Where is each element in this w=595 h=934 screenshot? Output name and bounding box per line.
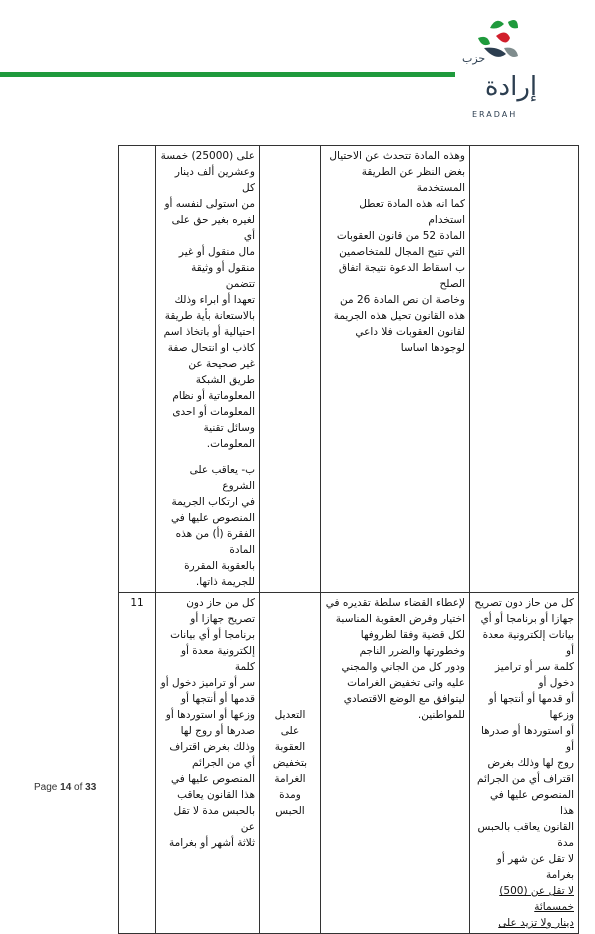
row-number [119,146,156,593]
row-number: 11 [119,593,156,934]
cell-line: ب اسقاط الدعوة نتيجة اتفاق [338,262,465,274]
cell-line: المعلوماتية أو نظام [172,390,255,402]
cell-line: كلمة سر أو تراميز دخول أو [495,661,574,689]
page-current: 14 [60,782,72,793]
table-row [119,146,579,593]
cell-line: الحبس [275,805,305,817]
cell-line: غير صحيحة عن [188,358,255,370]
cell-line: أي من الجرائم [192,757,255,769]
cell-line: دينار ولا تزيد على [498,917,574,929]
cell-line: المنصوص عليها في [171,773,255,785]
page-total: 33 [85,782,97,793]
amendments-table [118,145,579,934]
cell-line: للمواطنين. [417,709,465,721]
cell-line: كل من حاز دون تصريح [474,597,574,609]
cell-line: كل من حاز دون [186,597,255,609]
cell-line: الصلح [439,278,465,290]
original-text-cell [156,146,260,593]
footer-middle: of [71,782,86,793]
cell-line: التعديل على [274,709,306,737]
cell-line: وسائل تقنية المعلومات. [203,422,255,450]
cell-line: وخاصة ان نص المادة 26 من [340,294,465,306]
table-row [119,593,579,934]
cell-line: لا تقل عن (500) خمسمائة [499,885,574,913]
cell-line: وزعها أو استوردها أو [165,709,255,721]
cell-line: العقوبة [274,741,306,753]
justification-cell [321,146,470,593]
cell-line: في ارتكاب الجريمة [171,496,255,508]
brand-prefix: حزب [462,52,486,65]
cell-line: إلكترونية معدة أو كلمة [180,645,255,673]
cell-line: من استولى لنفسه أو [164,198,255,210]
cell-line: المادة 52 من قانون العقوبات [336,230,465,242]
cell-line: للجريمة ذاتها. [195,576,255,588]
cell-line: لكل قضية وفقا لظروفها [360,629,465,641]
brand-latin: ERADAH [472,110,518,119]
cell-line: جهازا أو برنامجا أو أي [480,613,574,625]
cell-line: كاذب او انتحال صفة [167,342,255,354]
cell-line: تصريح جهازا أو [190,613,255,625]
cell-line: وهذه المادة تتحدث عن الاحتيال [329,150,465,162]
cell-line: برنامجا أو أي بيانات [170,629,255,641]
cell-line: مال منقول أو غير [178,246,255,258]
proposed-text-cell [470,593,579,934]
cell-line: ليتوافق مع الوضع الاقتصادي [343,693,465,705]
cell-line: روج لها وذلك بغرض [487,757,574,769]
cell-line: وخطورتها والضرر الناجم [359,645,465,657]
cell-line: المستخدمة [416,182,465,194]
cell-line: لوجودها اساسا [400,342,465,354]
cell-line: الغرامة ومدة [274,773,306,801]
cell-line: احتيالية أو باتخاذ اسم [163,326,255,338]
cell-line: بالعقوبة المقررة [184,560,255,572]
cell-line: لا تقل عن شهر أو بغرامة [496,853,574,881]
cell-line: المعلومات أو احدى [172,406,255,418]
cell-line: وذلك بغرض اقتراف [169,741,255,753]
cell-line: بغض النظر عن الطريقة [361,166,465,178]
cell-line: هذا القانون يعاقب [177,789,255,801]
cell-line: ودور كل من الجاني والمجني [341,661,465,673]
brand-name: إرادة [484,72,538,102]
cell-line: تعهدا أو ابراء وذلك [174,294,255,306]
header-rule [0,72,455,77]
original-text-cell [156,593,260,934]
cell-line: بالاستعانة بأية طريقة [164,310,255,322]
cell-line: على (25000) خمسة [160,150,255,162]
cell-line: لإعطاء القضاء سلطة تقديره في [325,597,465,609]
cell-line: قدمها أو أنتجها أو [180,693,255,705]
cell-line: المنصوص عليها في [171,512,255,524]
cell-line: بالحبس مدة لا تقل عن [173,805,255,833]
cell-line: لغيره بغير حق على أي [171,214,255,242]
justification-cell [321,593,470,934]
cell-line: اختيار وفرض العقوبة المناسبة [335,613,465,625]
cell-line: وعشرين ألف دينار كل [174,166,255,194]
cell-line: هذه القانون تحيل هذه الجريمة [333,310,465,322]
cell-line: صدرها أو روج لها [180,725,255,737]
amendment-cell [260,146,321,593]
cell-line: القانون يعاقب بالحبس مدة [477,821,574,849]
cell-line: أو استوردها أو صدرها أو [480,725,574,753]
cell-line: الفقرة (أ) من هذه المادة [175,528,255,556]
cell-line: المنصوص عليها في هذا [490,789,574,817]
cell-line: ثلاثة أشهر أو بغرامة [168,837,255,849]
proposed-text-cell [470,146,579,593]
cell-line: منقول أو وثيقة تتضمن [191,262,255,290]
cell-line: التي تتيح المجال للمتخاصمين [339,246,465,258]
page-footer [34,782,96,793]
cell-line: لقانون العقوبات فلا داعي [355,326,465,338]
cell-line: أو قدمها أو أنتجها أو وزعها [488,693,574,721]
cell-line: عليه واتى تخفيض الغرامات [347,677,465,689]
cell-line: اقتراف أي من الجرائم [477,773,574,785]
footer-prefix: Page [34,782,61,793]
amendment-cell [260,593,321,934]
cell-line: كما انه هذه المادة تعطل استخدام [359,198,465,226]
cell-line: سر أو تراميز دخول أو [160,677,255,689]
cell-line: طريق الشبكة [195,374,255,386]
cell-line: بيانات إلكترونية معدة أو [482,629,574,657]
cell-line: بتخفيض [272,757,308,769]
cell-line: ب- يعاقب على الشروع [189,464,255,492]
